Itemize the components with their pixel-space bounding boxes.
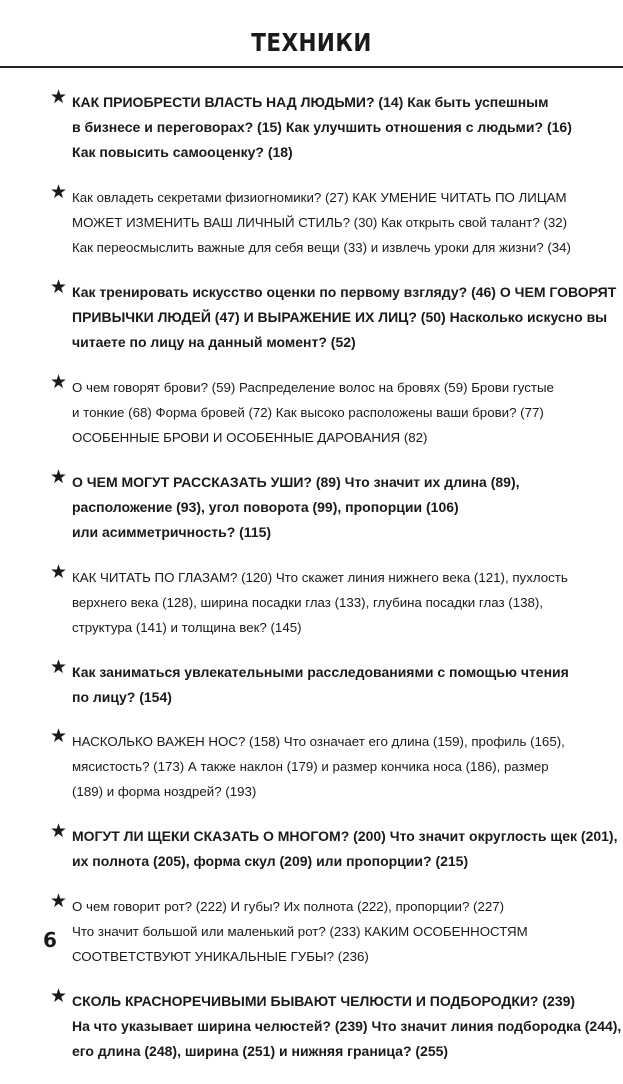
entry-line: КАК ЧИТАТЬ ПО ГЛАЗАМ? (120) Что скажет линия нижнего века (121), пухлость (72, 570, 568, 585)
contents-entry (50, 726, 615, 804)
entry-line: и тонкие (68) Форма бровей (72) Как высоко расположены ваши брови? (77) (72, 405, 544, 420)
entry-line: (189) и форма ноздрей? (193) (72, 784, 257, 799)
entry-line: СООТВЕТСТВУЮТ УНИКАЛЬНЫЕ ГУБЫ? (236) (72, 949, 369, 964)
contents-entry (50, 562, 615, 640)
entry-line: НАСКОЛЬКО ВАЖЕН НОС? (158) Что означает его длина (159), профиль (165), (72, 734, 565, 749)
page-title: ТЕХНИКИ (251, 28, 372, 57)
star-bullet-icon: ★ (50, 986, 68, 1007)
star-bullet-icon: ★ (50, 562, 68, 583)
star-bullet-icon: ★ (50, 821, 68, 842)
entry-line: расположение (93), угол поворота (99), пропорции (106) (72, 499, 459, 515)
contents-entry (50, 467, 615, 545)
entry-line: мясистость? (173) А также наклон (179) и размер кончика носа (186), размер (72, 759, 549, 774)
entry-line: читаете по лицу на данный момент? (52) (72, 334, 356, 350)
entry-line: структура (141) и толщина век? (145) (72, 620, 302, 635)
star-bullet-icon: ★ (50, 87, 68, 108)
entry-line: верхнего века (128), ширина посадки глаз (133), глубина посадки глаз (138), (72, 595, 544, 610)
entry-line: или асимметричность? (115) (72, 524, 272, 540)
contents-entry (50, 821, 618, 874)
entry-line: их полнота (205), форма скул (209) или пропорции? (215) (72, 853, 469, 869)
star-bullet-icon: ★ (50, 726, 68, 747)
star-bullet-icon: ★ (50, 891, 68, 912)
page-header (0, 0, 623, 68)
entry-line: КАК ПРИОБРЕСТИ ВЛАСТЬ НАД ЛЮДЬМИ? (14) Как быть успешным (72, 94, 549, 110)
star-bullet-icon: ★ (50, 467, 68, 488)
entry-line: ПРИВЫЧКИ ЛЮДЕЙ (47) И ВЫРАЖЕНИЕ ИХ ЛИЦ? (50) Насколько искусно вы (72, 309, 608, 325)
contents-list (50, 87, 622, 1084)
entry-text (72, 90, 615, 165)
contents-entry (50, 277, 617, 355)
entry-line: Как тренировать искусство оценки по первому взгляду? (46) О ЧЕМ ГОВОРЯТ (72, 284, 617, 300)
entry-text (72, 660, 615, 710)
entry-line: МОЖЕТ ИЗМЕНИТЬ ВАШ ЛИЧНЫЙ СТИЛЬ? (30) Как открыть свой талант? (32) (72, 215, 568, 230)
entry-text (72, 185, 615, 260)
entry-line: Что значит большой или маленький рот? (233) КАКИМ ОСОБЕННОСТЯМ (72, 924, 528, 939)
entry-text (72, 280, 615, 355)
entry-line: МОГУТ ЛИ ЩЕКИ СКАЗАТЬ О МНОГОМ? (200) Что значит округлость щек (201), (72, 828, 618, 844)
contents-entry (50, 986, 622, 1064)
entry-line: Как повысить самооценку? (18) (72, 144, 293, 160)
contents-entry (50, 657, 615, 710)
star-bullet-icon: ★ (50, 657, 68, 678)
entry-text (72, 824, 618, 874)
entry-line: Как овладеть секретами физиогномики? (27) КАК УМЕНИЕ ЧИТАТЬ ПО ЛИЦАМ (72, 190, 567, 205)
entry-line: О ЧЕМ МОГУТ РАССКАЗАТЬ УШИ? (89) Что значит их длина (89), (72, 474, 520, 490)
entry-line: О чем говорит рот? (222) И губы? Их полнота (222), пропорции? (227) (72, 899, 505, 914)
entry-line: Как переосмыслить важные для себя вещи (33) и извлечь уроки для жизни? (34) (72, 240, 571, 255)
star-bullet-icon: ★ (50, 277, 68, 298)
entry-line: ОСОБЕННЫЕ БРОВИ И ОСОБЕННЫЕ ДАРОВАНИЯ (82) (72, 430, 428, 445)
entry-text (72, 729, 615, 804)
entry-line: его длина (248), ширина (251) и нижняя граница? (255) (72, 1043, 449, 1059)
entry-text (72, 375, 615, 450)
star-bullet-icon: ★ (50, 182, 68, 203)
contents-entry (50, 372, 615, 450)
entry-line: На что указывает ширина челюстей? (239) Что значит линия подбородка (244), (72, 1018, 622, 1034)
page-number: 6 (43, 928, 57, 952)
contents-entry (50, 87, 615, 165)
entry-text (72, 470, 615, 545)
entry-line: СКОЛЬ КРАСНОРЕЧИВЫМИ БЫВАЮТ ЧЕЛЮСТИ И ПОДБОРОДКИ? (239) (72, 993, 576, 1009)
entry-line: по лицу? (154) (72, 689, 172, 705)
entry-line: О чем говорят брови? (59) Распределение волос на бровях (59) Брови густые (72, 380, 554, 395)
entry-text (72, 989, 622, 1064)
contents-entry (50, 182, 615, 260)
entry-text (72, 894, 615, 969)
entry-text (72, 565, 615, 640)
contents-entry (50, 891, 615, 969)
star-bullet-icon: ★ (50, 372, 68, 393)
entry-line: в бизнесе и переговорах? (15) Как улучшить отношения с людьми? (16) (72, 119, 572, 135)
entry-line: Как заниматься увлекательными расследованиями с помощью чтения (72, 664, 569, 680)
